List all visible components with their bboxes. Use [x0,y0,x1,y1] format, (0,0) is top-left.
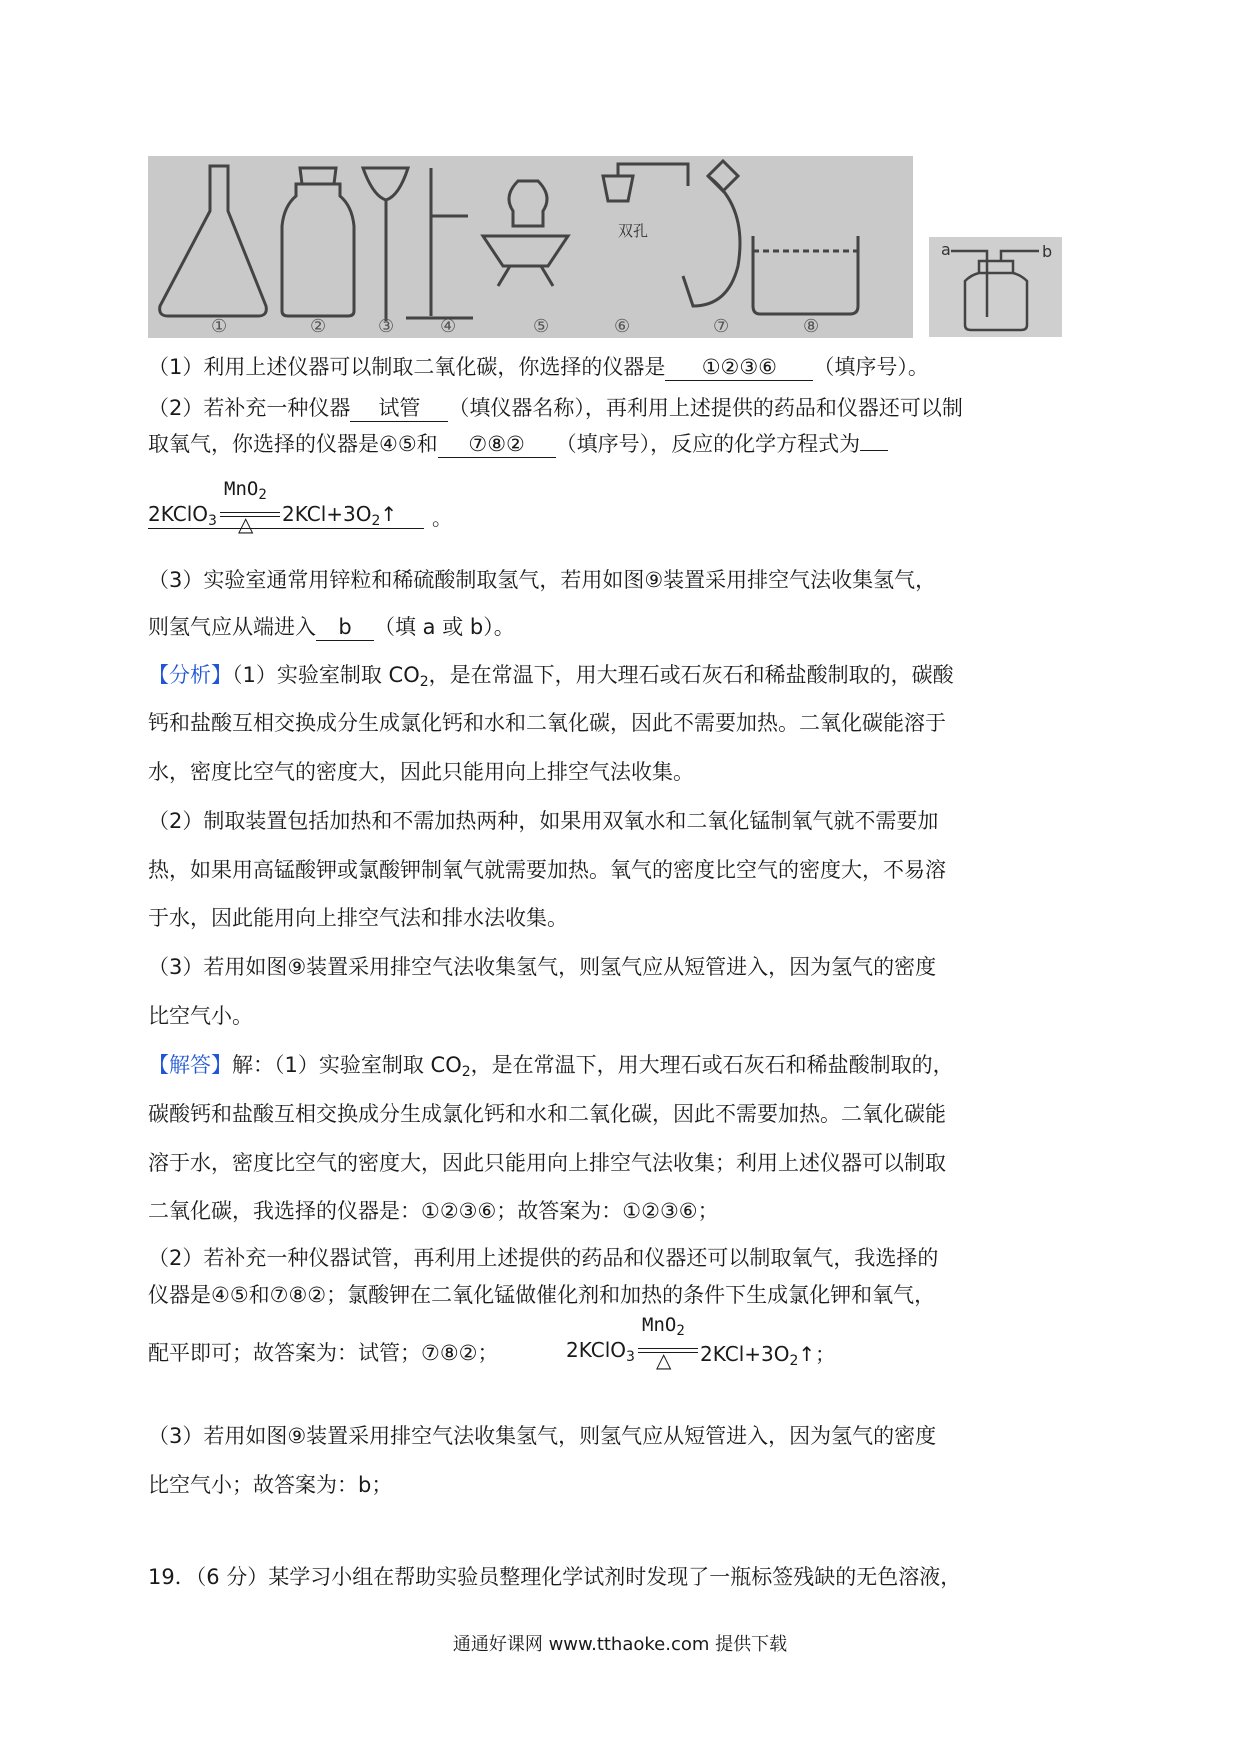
q19-text: 19．（6 分）某学习小组在帮助实验员整理化学试剂时发现了一瓶标签残缺的无色溶液， [148,1565,962,1589]
analysis-line-1: 【分析】（1）实验室制取 $CO_2$，是在常温下，用大理石或石灰石和稀盐酸制取的，碳酸 [148,663,954,690]
label-b: b [1042,242,1053,261]
answer-line-2: 碳酸钙和盐酸互相交换成分生成氯化钙和水和二氧化碳，因此不需要加热。二氧化碳能 [148,1102,946,1126]
answer-line-3: 溶于水，密度比空气的密度大，因此只能用向上排空气法收集；利用上述仪器可以制取 [148,1151,946,1175]
analysis-line-2: 钙和盐酸互相交换成分生成氯化钙和水和二氧化碳，因此不需要加热。二氧化碳能溶于 [148,711,946,735]
analysis-line-4: （2）制取装置包括加热和不需加热两种，如果用双氧水和二氧化锰制氧气就不需要加 [148,809,939,833]
answer-line-1: 【解答】解：（1）实验室制取 $CO_2$，是在常温下，用大理石或石灰石和稀盐酸制取的， [148,1053,954,1080]
equation-2: 2KClO$_3$ MnO$_2$ △ $2KCl+3O_2↑$； [566,1314,836,1372]
answer-line-5: （2）若补充一种仪器试管，再利用上述提供的药品和仪器还可以制取氧气，我选择的 [148,1246,939,1270]
answer-blank: ①②③⑥ [665,354,813,381]
figure-label-2: ② [310,316,327,337]
answer-blank: 试管 [350,395,448,422]
answer-line-4: 二氧化碳，我选择的仪器是：①②③⑥；故答案为：①②③⑥； [148,1199,719,1223]
label-a: a [941,240,951,259]
apparatus-figure [148,156,913,338]
figure-label-1: ① [211,316,228,337]
q18-part3-line1: （3）实验室通常用锌粒和稀硫酸制取氢气，若用如图⑨装置采用排空气法收集氢气， [148,568,937,592]
figure-label-3: ③ [378,316,395,337]
analysis-line-5: 热，如果用高锰酸钾或氯酸钾制氧气就需要加热。氧气的密度比空气的密度大，不易溶 [148,858,946,882]
analysis-line-6: 于水，因此能用向上排空气法和排水法收集。 [148,906,568,930]
answer-blank: ⑦⑧② [438,431,556,458]
q18-part2-line2: 取氧气，你选择的仪器是④⑤和 ⑦⑧② （填序号），反应的化学方程式为 [148,429,888,459]
answer-line-9: 比空气小；故答案为：b； [148,1473,393,1497]
analysis-tag: 【分析】 [148,663,232,687]
figure-label-7: ⑦ [713,316,730,337]
q18-part1: （1）利用上述仪器可以制取二氧化碳，你选择的仪器是 ①②③⑥ （填序号）。 [148,355,929,379]
figure-label-8: ⑧ [803,316,820,337]
answer-blank: b [316,614,374,641]
q18-part2-line1: （2）若补充一种仪器 试管 （填仪器名称），再利用上述提供的药品和仪器还可以制 [148,396,963,420]
footer-text: 通通好课网 www.tthaoke.com 提供下载 [452,1634,788,1655]
analysis-line-3: 水，密度比空气的密度大，因此只能用向上排空气法收集。 [148,760,694,784]
gas-bottle-figure [929,237,1062,337]
analysis-line-8: 比空气小。 [148,1004,253,1028]
answer-line-8: （3）若用如图⑨装置采用排空气法收集氢气，则氢气应从短管进入，因为氢气的密度 [148,1424,937,1448]
answer-line-7: 配平即可；故答案为：试管；⑦⑧②； [148,1341,499,1365]
stopper-text: 双孔 [618,222,649,240]
analysis-line-7: （3）若用如图⑨装置采用排空气法收集氢气，则氢气应从短管进入，因为氢气的密度 [148,955,937,979]
answer-tag: 【解答】 [148,1053,232,1077]
q18-part3-line2: 则氢气应从端进入 b （填 a 或 b）。 [148,615,515,639]
figure-label-4: ④ [440,316,457,337]
figure-label-5: ⑤ [533,316,550,337]
equation-1: 2KClO$_3$ MnO$_2$ △ $2KCl+3O_2↑$ 。 [148,478,452,536]
answer-line-6: 仪器是④⑤和⑦⑧②；氯酸钾在二氧化锰做催化剂和加热的条件下生成氯化钾和氧气， [148,1283,936,1307]
figure-label-6: ⑥ [614,316,631,337]
